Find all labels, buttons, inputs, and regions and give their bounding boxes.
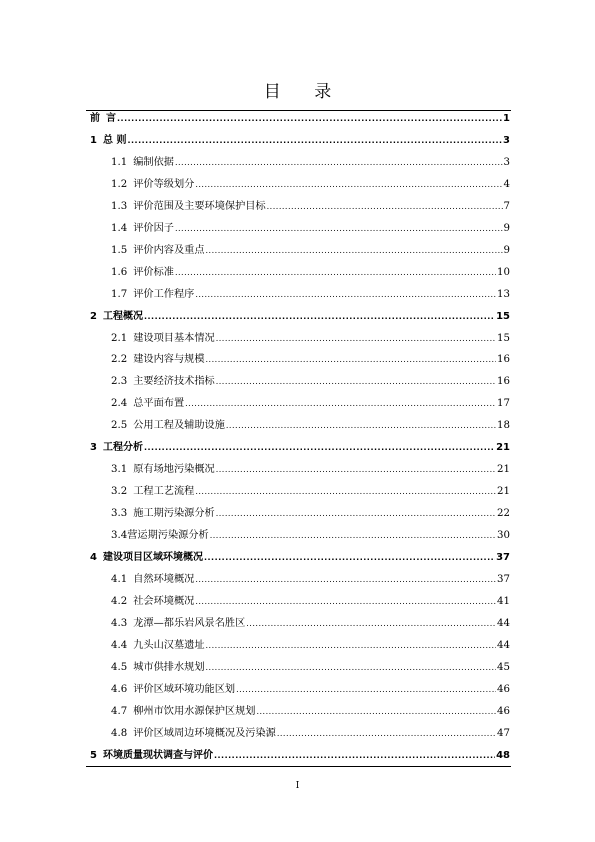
toc-entry-number: 1.7 [111, 288, 128, 300]
toc-entry-title: 评价区域环境功能区划 [133, 683, 236, 695]
toc-entry-number: 1 [90, 134, 97, 146]
toc-entry-page: 9 [503, 222, 510, 234]
toc-section-entry[interactable] [111, 463, 510, 477]
toc-dot-leader [175, 156, 503, 170]
toc-dot-leader [117, 112, 502, 126]
toc-entry-number: 1.3 [111, 200, 128, 212]
toc-heading: 目 录 [263, 82, 346, 102]
toc-entry-page: 47 [497, 727, 510, 739]
toc-entry-page: 9 [503, 244, 510, 256]
toc-chapter-entry[interactable] [90, 112, 510, 126]
toc-dot-leader [236, 683, 496, 697]
toc-section-entry[interactable] [111, 573, 510, 587]
toc-entry-number: 3 [90, 442, 97, 454]
toc-dot-leader [195, 178, 502, 192]
toc-dot-leader [226, 419, 496, 433]
toc-entry-page: 21 [497, 486, 510, 498]
toc-entry-page: 16 [497, 354, 510, 366]
toc-entry-page: 13 [497, 288, 510, 300]
toc-entry-page: 37 [497, 574, 510, 585]
toc-dot-leader [216, 507, 496, 521]
toc-dot-leader [195, 573, 496, 587]
toc-entry-title: 评价因子 [133, 222, 174, 234]
toc-entry-page: 22 [497, 508, 510, 520]
toc-section-entry[interactable] [111, 222, 510, 236]
toc-entry-number: 4.8 [111, 727, 128, 739]
toc-dot-leader [216, 332, 496, 346]
toc-dot-leader [204, 551, 495, 565]
toc-entry-page: 37 [496, 552, 510, 563]
toc-entry-number: 3.3 [111, 508, 128, 520]
toc-dot-leader [206, 661, 497, 675]
toc-section-entry[interactable] [111, 639, 510, 653]
toc-dot-leader [185, 397, 496, 411]
toc-section-entry[interactable] [111, 266, 510, 280]
toc-entry-number: 4.6 [111, 683, 128, 695]
toc-entry-title: 工程概况 [102, 310, 143, 322]
toc-entry-number: 4.5 [111, 661, 128, 673]
toc-entry-page: 46 [497, 683, 510, 695]
toc-entry-title: 建设项目区域环境概况 [102, 552, 203, 563]
toc-entry-page: 44 [497, 639, 510, 651]
toc-section-entry[interactable] [111, 507, 510, 521]
toc-entry-title: 龙潭—都乐岩风景名胜区 [133, 617, 246, 629]
toc-section-entry[interactable] [111, 288, 510, 302]
toc-entry-title: 环境质量现状调查与评价 [102, 749, 213, 761]
toc-entry-title: 营运期污染源分析 [127, 530, 209, 541]
toc-entry-title: 建设项目基本情况 [133, 332, 215, 344]
toc-entry-title: 自然环境概况 [133, 574, 195, 585]
toc-entry-page: 41 [497, 595, 510, 607]
page-number: I [295, 781, 300, 791]
toc-dot-leader [277, 727, 496, 741]
toc-entry-title: 主要经济技术指标 [133, 376, 215, 388]
toc-entry-number: 1.6 [111, 266, 128, 278]
toc-section-entry[interactable] [111, 683, 510, 697]
toc-entry-title: 评价范围及主要环境保护目标 [133, 200, 266, 212]
toc-dot-leader [195, 595, 496, 609]
toc-entry-title: 编制依据 [133, 156, 174, 168]
toc-entry-number: 3.4 [111, 530, 128, 541]
toc-entry-number: 2.1 [111, 332, 128, 344]
toc-entry-title: 评价区域周边环境概况及污染源 [133, 727, 276, 739]
toc-entry-number: 1.1 [111, 156, 128, 168]
toc-dot-leader [210, 529, 496, 543]
toc-entry-title: 评价等级划分 [133, 178, 195, 190]
toc-entry-number: 2.2 [111, 354, 128, 366]
toc-section-entry[interactable] [111, 595, 510, 609]
toc-entry-number: 4.3 [111, 617, 128, 629]
toc-chapter-entry[interactable] [90, 310, 510, 324]
toc-section-entry[interactable] [111, 727, 510, 741]
toc-entry-number: 4.7 [111, 705, 128, 717]
toc-dot-leader [206, 639, 497, 653]
toc-entry-title: 总 则 [102, 134, 127, 146]
toc-entry-title: 城市供排水规划 [133, 661, 205, 673]
toc-entry-number: 1.5 [111, 244, 128, 256]
toc-dot-leader [206, 353, 497, 367]
toc-dot-leader [216, 375, 496, 389]
toc-section-entry[interactable] [111, 705, 510, 719]
toc-entry-number: 前 [90, 113, 100, 124]
toc-entry-title: 工程分析 [102, 442, 143, 454]
toc-section-entry[interactable] [111, 419, 510, 433]
toc-entry-number: 4.1 [111, 574, 128, 585]
toc-entry-page: 7 [503, 200, 510, 212]
toc-entry-page: 3 [503, 156, 510, 168]
toc-entry-number: 4 [90, 552, 97, 563]
toc-entry-page: 15 [496, 310, 510, 322]
toc-entry-page: 18 [497, 420, 510, 432]
toc-entry-page: 46 [497, 705, 510, 717]
toc-section-entry[interactable] [111, 244, 510, 258]
toc-entry-number: 2 [90, 310, 97, 322]
toc-entry-title: 公用工程及辅助设施 [133, 420, 225, 432]
toc-section-entry[interactable] [111, 661, 510, 675]
toc-dot-leader [144, 310, 495, 324]
toc-entry-page: 1 [503, 113, 510, 124]
toc-entry-page: 30 [497, 530, 510, 541]
toc-entry-page: 45 [497, 661, 510, 673]
toc-entry-title: 总平面布置 [133, 398, 185, 410]
toc-entry-number: 4.2 [111, 595, 128, 607]
toc-entry-title: 评价工作程序 [133, 288, 195, 300]
toc-entry-title: 评价内容及重点 [133, 244, 205, 256]
toc-dot-leader [175, 222, 503, 236]
toc-entry-page: 17 [497, 398, 510, 410]
toc-section-entry[interactable] [111, 529, 510, 543]
toc-dot-leader [214, 749, 495, 763]
toc-dot-leader [144, 441, 495, 455]
toc-chapter-entry[interactable] [90, 134, 510, 148]
toc-entry-page: 3 [503, 134, 510, 146]
toc-entry-title: 言 [106, 113, 116, 124]
toc-dot-leader [246, 617, 496, 631]
toc-section-entry[interactable] [111, 332, 510, 346]
toc-dot-leader [267, 200, 503, 214]
toc-section-entry[interactable] [111, 200, 510, 214]
toc-entry-page: 16 [497, 376, 510, 388]
toc-dot-leader [127, 134, 502, 148]
toc-entry-title: 工程工艺流程 [133, 486, 195, 498]
toc-dot-leader [206, 244, 503, 258]
toc-dot-leader [175, 266, 496, 280]
toc-entry-page: 48 [496, 749, 510, 761]
toc-entry-number: 2.3 [111, 376, 128, 388]
toc-dot-leader [195, 485, 496, 499]
toc-section-entry[interactable] [111, 178, 510, 192]
toc-entry-title: 九头山汉墓遗址 [133, 639, 205, 651]
toc-section-entry[interactable] [111, 353, 510, 367]
toc-entry-number: 5 [90, 749, 97, 761]
toc-entry-number: 2.5 [111, 420, 128, 432]
toc-entry-page: 4 [503, 178, 510, 190]
toc-entry-page: 44 [497, 617, 510, 629]
toc-entry-number: 3.1 [111, 464, 128, 476]
toc-entry-title: 社会环境概况 [133, 595, 195, 607]
toc-entry-page: 21 [497, 464, 510, 476]
toc-section-entry[interactable] [111, 397, 510, 411]
toc-entry-number: 2.4 [111, 398, 128, 410]
toc-entry-page: 21 [496, 442, 510, 454]
toc-entry-title: 施工期污染源分析 [133, 508, 215, 520]
toc-chapter-entry[interactable] [90, 551, 510, 565]
toc-entry-title: 评价标准 [133, 266, 174, 278]
toc-dot-leader [256, 705, 496, 719]
toc-section-entry[interactable] [111, 375, 510, 389]
toc-section-entry[interactable] [111, 485, 510, 499]
toc-section-entry[interactable] [111, 617, 510, 631]
toc-section-entry[interactable] [111, 156, 510, 170]
toc-chapter-entry[interactable] [90, 749, 510, 763]
toc-entry-number: 1.2 [111, 178, 128, 190]
toc-entry-title: 原有场地污染概况 [133, 464, 215, 476]
toc-entry-page: 15 [497, 332, 510, 344]
toc-entry-number: 4.4 [111, 639, 128, 651]
toc-dot-leader [195, 288, 496, 302]
toc-chapter-entry[interactable] [90, 441, 510, 455]
toc-entry-number: 3.2 [111, 486, 128, 498]
toc-entry-title: 建设内容与规模 [133, 354, 205, 366]
toc-entry-title: 柳州市饮用水源保护区规划 [133, 705, 256, 717]
toc-entry-page: 10 [497, 266, 510, 278]
bottom-rule [86, 766, 511, 767]
toc-entry-number: 1.4 [111, 222, 128, 234]
toc-dot-leader [216, 463, 496, 477]
